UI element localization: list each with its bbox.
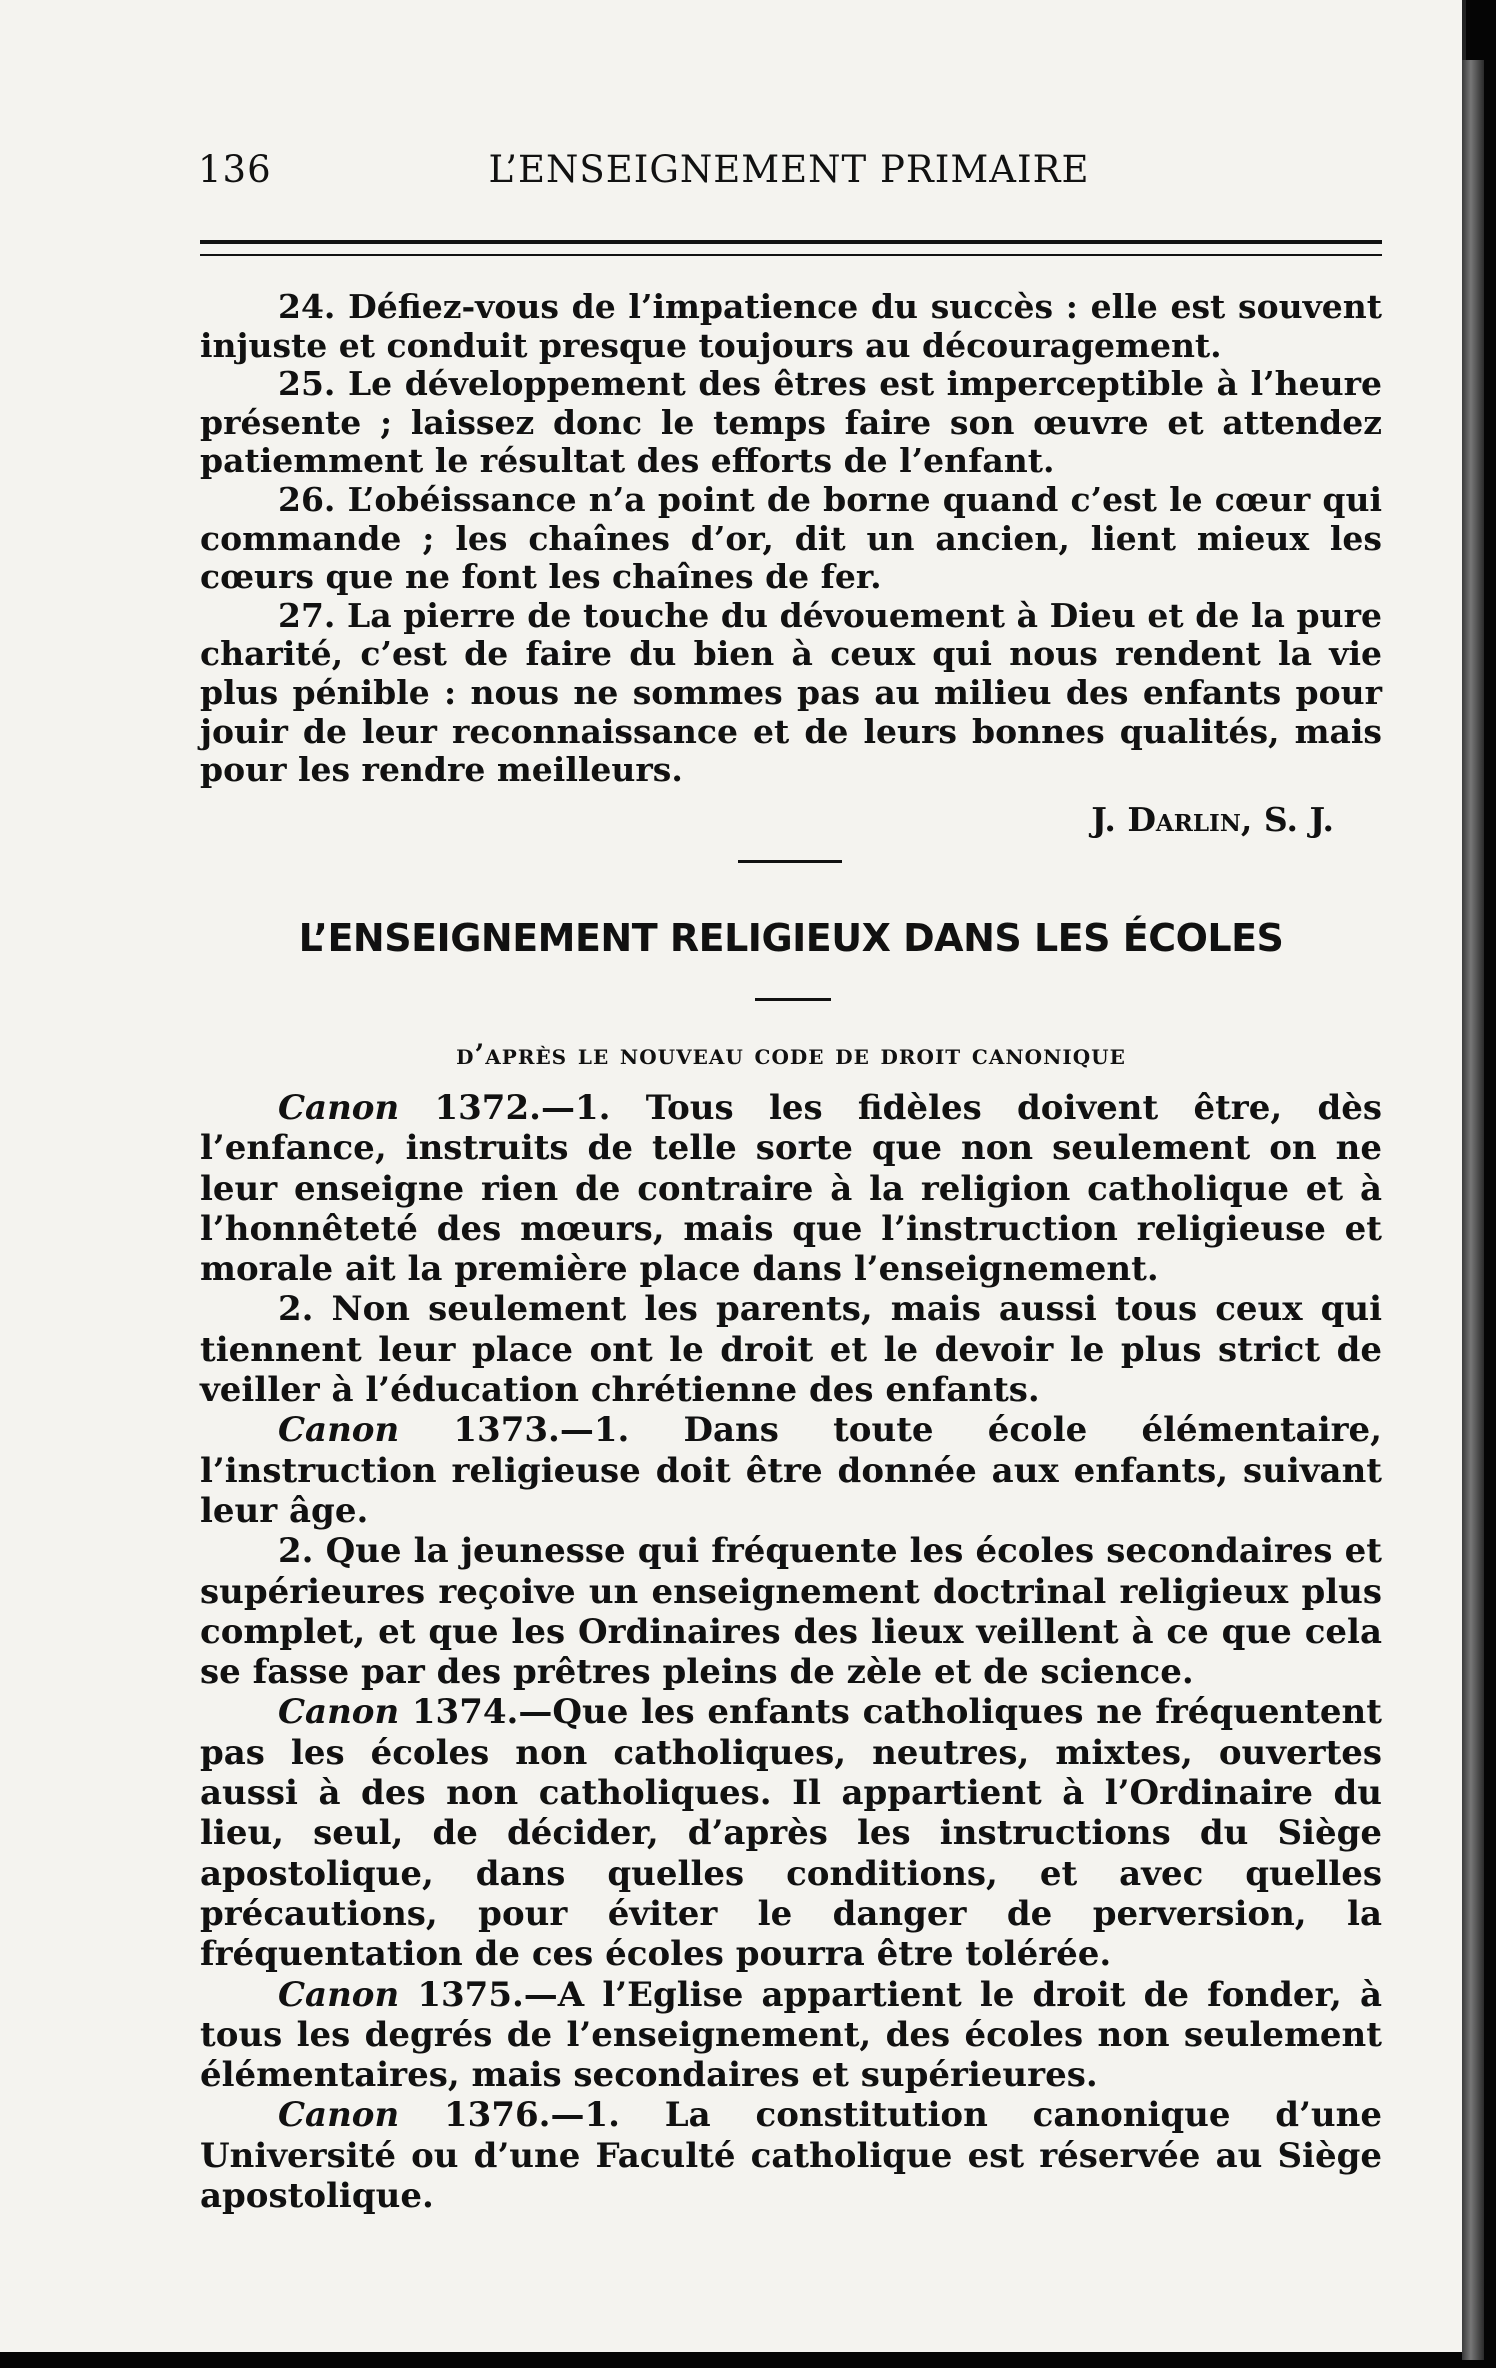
- paragraph-text: 1373.—1. Dans toute école élémentaire, l’instruction religieuse doit être donnée aux enfants, suivant leur âge.: [200, 1410, 1382, 1531]
- canon-label: Canon: [278, 1410, 400, 1451]
- paragraph-text: 2. Que la jeunesse qui fréquente les écoles secondaires et supérieures reçoive un enseignement doctrinal religieux plus complet, et que les Ordinaires des lieux veillent à ce que cela se fasse par des prêtres pleins de zèle et de science.: [200, 1531, 1382, 1693]
- signature-surname: Darlin: [1127, 800, 1241, 839]
- paragraph-text: 2. Non seulement les parents, mais aussi tous ceux qui tiennent leur place ont le droit et le devoir le plus strict de veiller à l’éducation chrétienne des enfants.: [200, 1289, 1382, 1411]
- page-edge-shadow: [1462, 60, 1484, 2360]
- signature-suffix: , S. J.: [1240, 800, 1334, 839]
- title-underline-rule: [755, 998, 831, 1001]
- canon-paragraph: [200, 1289, 1382, 1410]
- maxim-25: 25. Le développement des êtres est imperceptible à l’heure présente ; laissez donc le temps faire son œuvre et attendez patiemment le résultat des efforts de l’enfant.: [200, 364, 1382, 481]
- maxims-section: [200, 288, 1382, 790]
- paragraph-text: 1374.—Que les enfants catholiques ne fréquentent pas les écoles non catholiques, neutres, mixtes, ouvertes aussi à des non catholiques. Il appartient à l’Ordinaire du lieu, seul, de décider, d’après les instructions du Siège apostolique, dans quelles conditions, et avec quelles précautions, pour éviter le danger de perversion, la fréquentation de ces écoles pourra être tolérée.: [200, 1692, 1382, 1975]
- canon-paragraph: [200, 1692, 1382, 1974]
- canon-paragraph: [200, 1088, 1382, 1289]
- maxim-26: 26. L’obéissance n’a point de borne quand c’est le cœur qui commande ; les chaînes d’or, dit un ancien, lient mieux les cœurs que ne font les chaînes de fer.: [200, 479, 1382, 597]
- article-title: L’ENSEIGNEMENT RELIGIEUX DANS LES ÉCOLES: [298, 916, 1284, 960]
- canon-label: Canon: [278, 1088, 400, 1128]
- running-title: L’ENSEIGNEMENT PRIMAIRE: [488, 148, 1090, 191]
- maxim-27: 27. La pierre de touche du dévouement à Dieu et de la pure charité, c’est de faire du bien à ceux qui nous rendent la vie plus pénible : nous ne sommes pas au milieu des enfants pour jouir de leur reconnaissance et de leurs bonnes qualités, mais pour les rendre meilleurs.: [200, 595, 1382, 790]
- maxim-24: 24. Défiez-vous de l’impatience du succès : elle est souvent injuste et conduit presque toujours au découragement.: [200, 287, 1382, 365]
- canon-paragraph: [200, 1531, 1382, 1692]
- canon-label: Canon: [278, 1692, 400, 1733]
- page-number: 136: [198, 148, 272, 191]
- canon-label: Canon: [278, 2095, 400, 2136]
- canon-paragraph: [200, 2095, 1382, 2216]
- article-subtitle: d’après le nouveau code de droit canonique: [456, 1038, 1126, 1071]
- canon-paragraph: [200, 1975, 1382, 2096]
- canon-paragraph: [200, 1410, 1382, 1531]
- signature-initial: J.: [1091, 800, 1116, 839]
- paragraph-text: 1372.—1. Tous les fidèles doivent être, dès l’enfance, instruits de telle sorte que non seulement on ne leur enseigne rien de contraire à la religion catholique et à l’honnêteté des mœurs, mais que l’instruction religieuse et morale ait la première place dans l’enseignement.: [200, 1088, 1382, 1290]
- paragraph-text: 1375.—A l’Eglise appartient le droit de fonder, à tous les degrés de l’enseignement, des écoles non seulement élémentaires, mais secondaires et supérieures.: [200, 1974, 1382, 2096]
- paragraph-text: 1376.—1. La constitution canonique d’une Université ou d’une Faculté catholique est réservée au Siège apostolique.: [200, 2095, 1382, 2217]
- section-separator-rule: [738, 860, 842, 863]
- running-header: [198, 148, 1380, 198]
- canon-law-text: [200, 1088, 1382, 2216]
- canon-label: Canon: [278, 1974, 400, 2015]
- header-double-rule: [200, 240, 1382, 256]
- author-signature: [1091, 800, 1334, 839]
